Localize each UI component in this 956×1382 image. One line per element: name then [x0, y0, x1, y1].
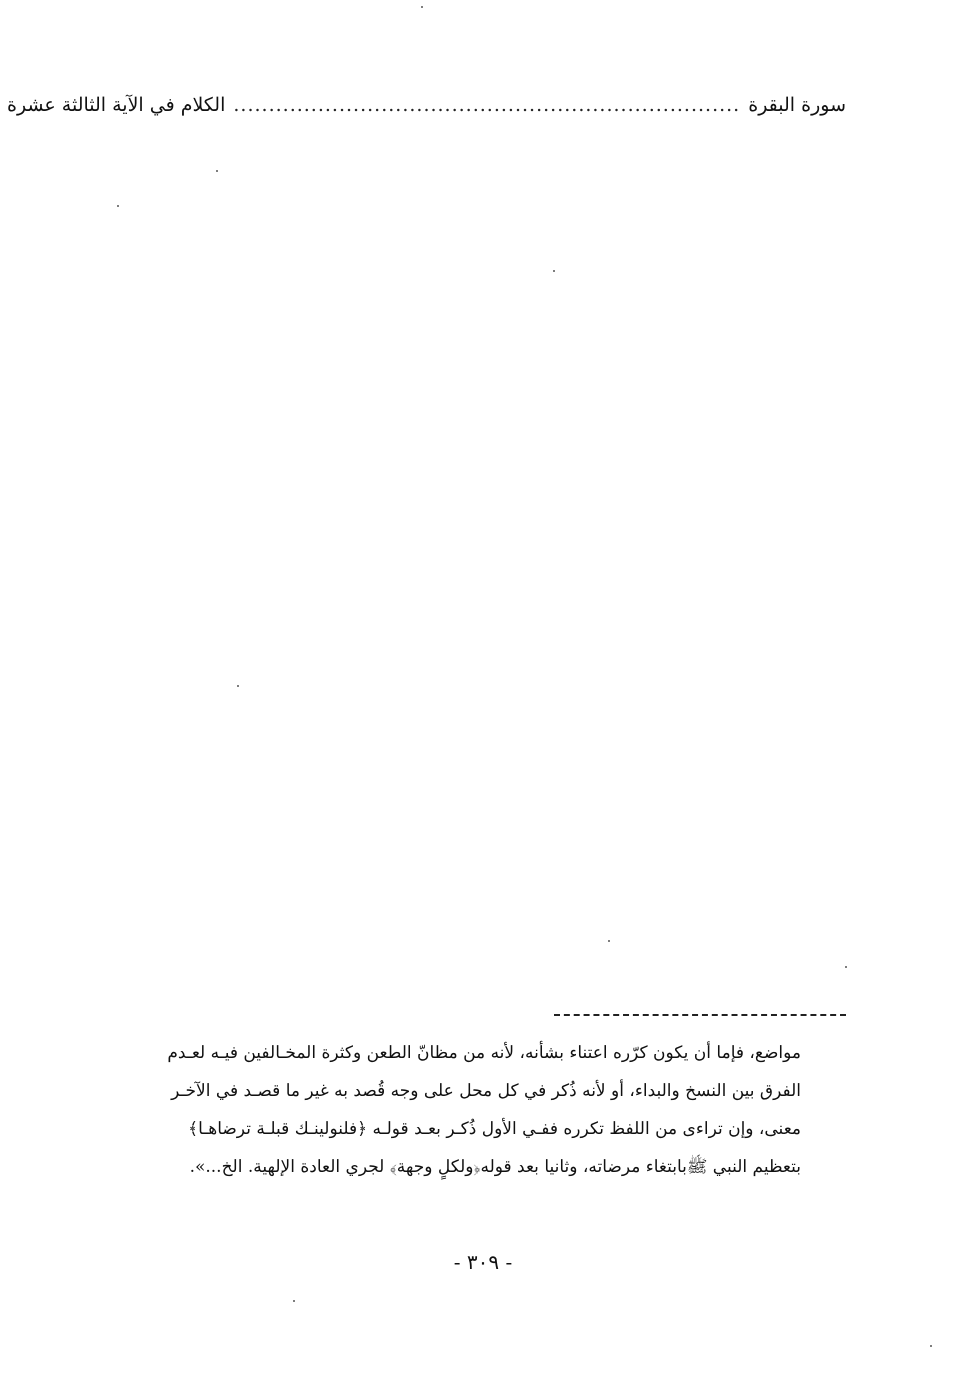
footnote-line: الفرق بين النسخ والبداء، أو لأنه ذُكر في كل محل على وجه قُصد به غير ما قصـد في الآخـر — [171, 1081, 801, 1101]
footnote-separator — [554, 1014, 846, 1016]
scan-speck — [421, 6, 423, 8]
scan-speck — [553, 270, 555, 272]
scan-speck — [216, 170, 218, 172]
scan-speck — [117, 205, 119, 207]
running-header — [7, 88, 846, 122]
header-section-title: الكلام في الآية الثالثة عشرة — [7, 94, 226, 116]
scan-speck — [293, 1300, 295, 1302]
page-number: - ٣٠٩ - — [453, 1250, 513, 1274]
scan-speck — [930, 1345, 932, 1347]
footnote-line: بتعظيم النبي ﷺبابتغاء مرضاته، وثانيا بعد قوله﴿ولكلٍ وجهة﴾ لجري العادة الإلهية. الخ...». — [189, 1157, 801, 1177]
footnote-block — [104, 1034, 801, 1186]
scan-speck — [845, 966, 847, 968]
footnote-line: معنى، وإن تراءى من اللفظ تكرره ففـي الأول ذُكـر بعـد قولـه ﴿فلنولينـك قبلـة ترضاهـا﴾ — [188, 1119, 801, 1139]
footnote-line: مواضع، فإما أن يكون كرّره اعتناء بشأنه، لأنه من مظانّ الطعن وكثرة المخـالفين فيـه لعـدم — [167, 1043, 801, 1063]
header-surah-title: سورة البقرة — [748, 94, 846, 116]
header-dot-leader: ........................................................................ — [233, 94, 741, 116]
scan-speck — [608, 940, 610, 942]
scan-speck — [237, 685, 239, 687]
